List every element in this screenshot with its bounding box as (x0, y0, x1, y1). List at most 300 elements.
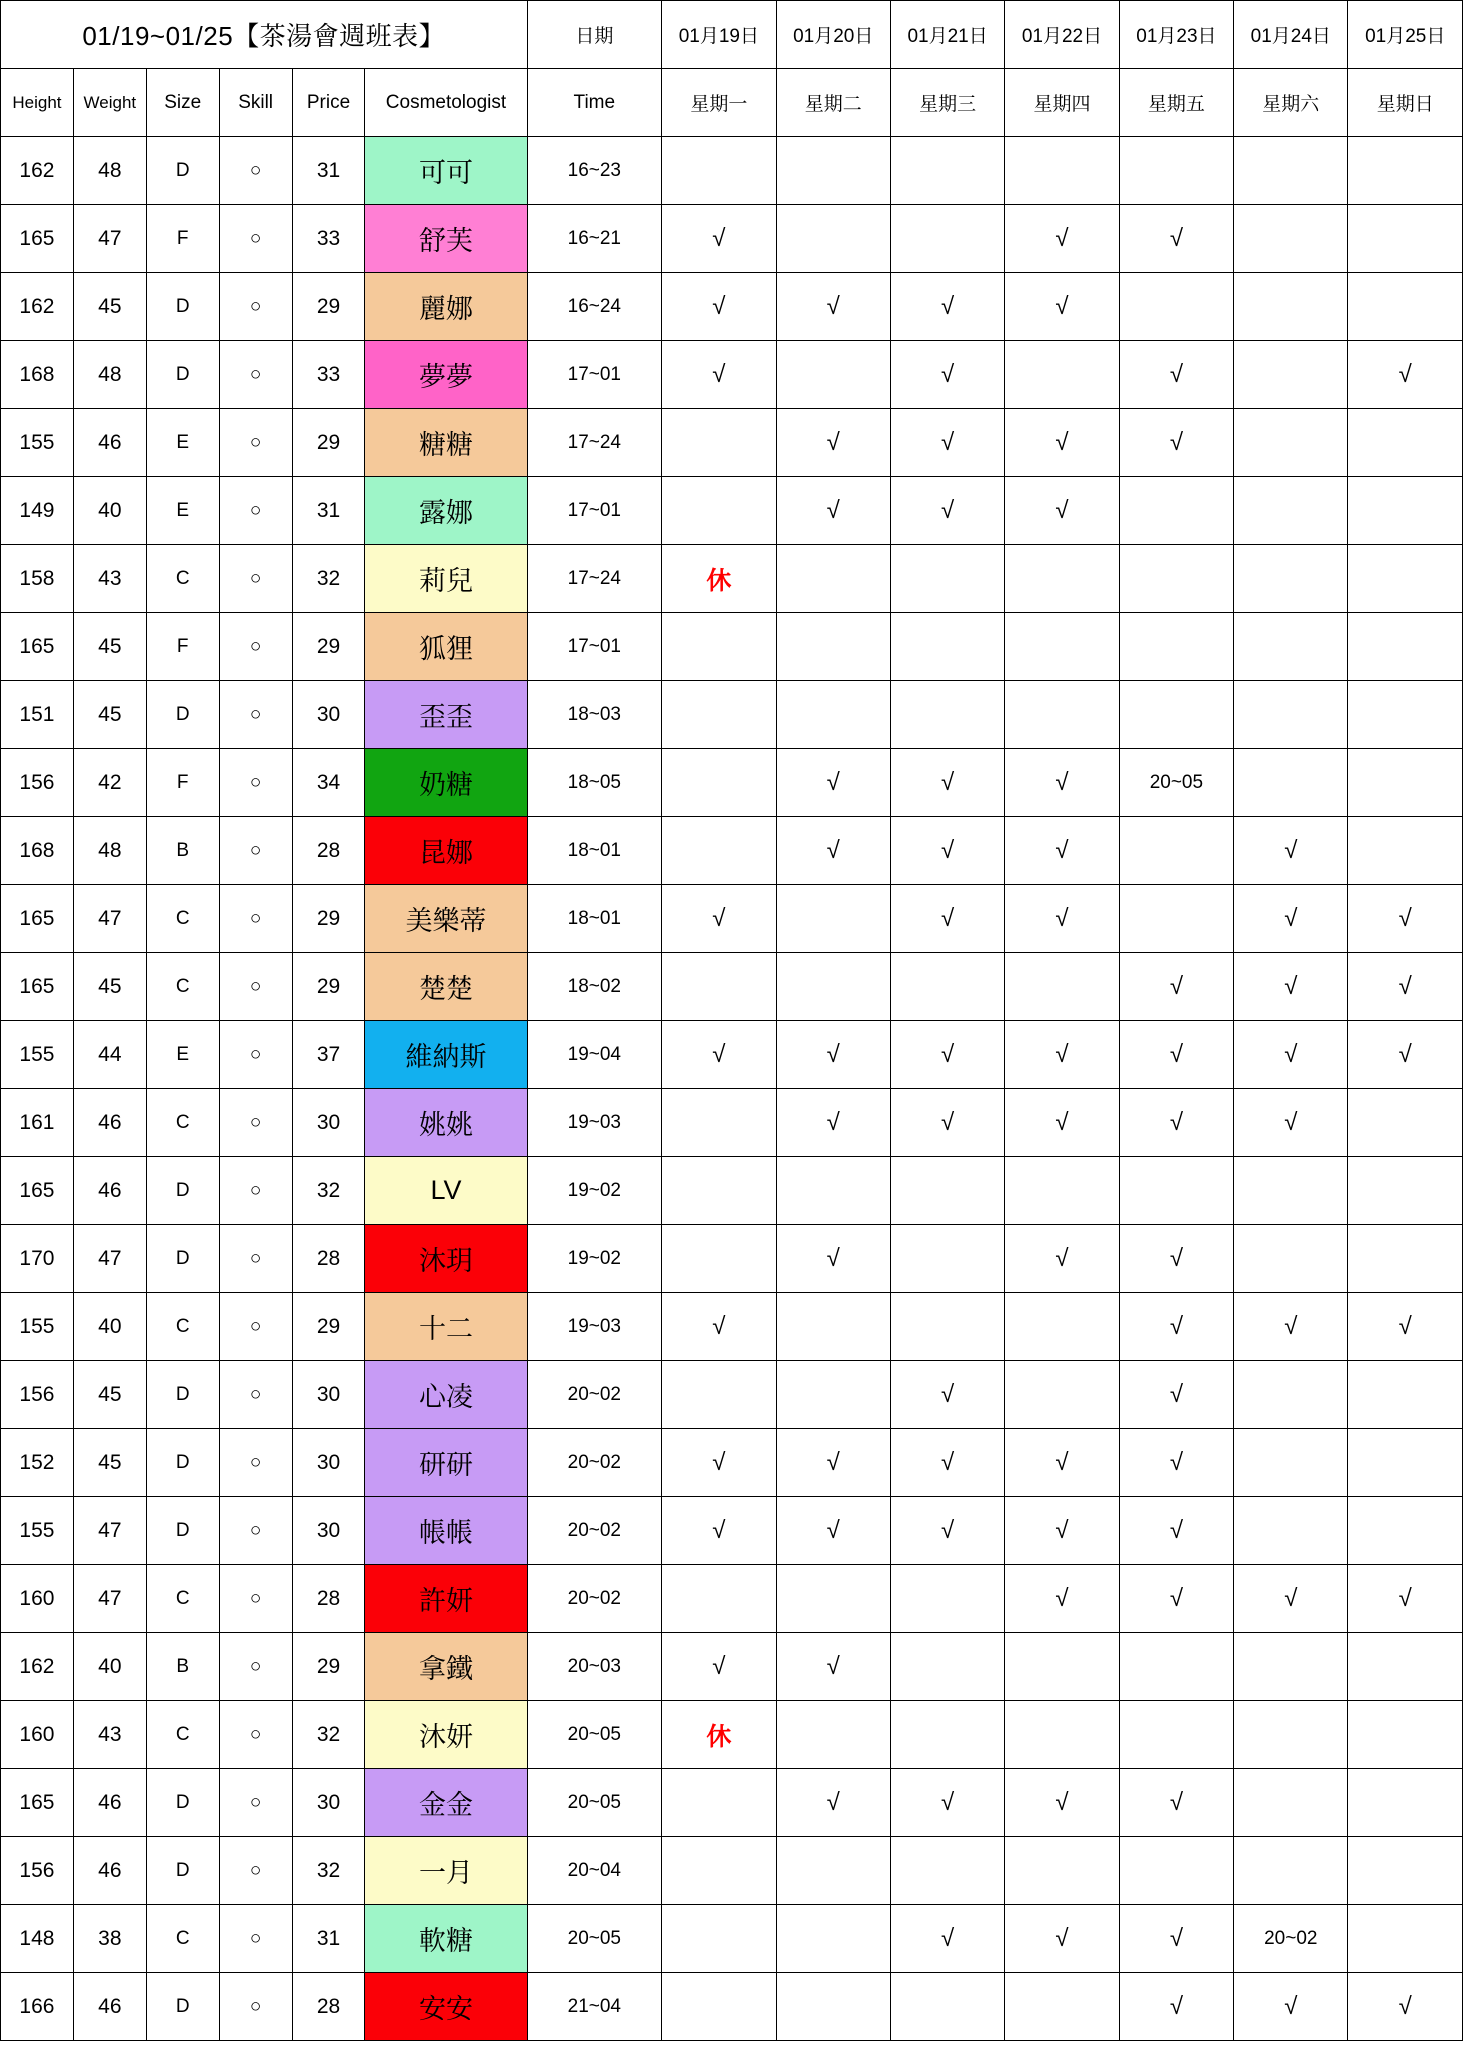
cell-shift-day-2 (776, 1905, 890, 1973)
cell-weight: 40 (73, 477, 146, 545)
cell-height: 160 (1, 1701, 74, 1769)
cell-size: F (146, 749, 219, 817)
cell-time: 16~24 (527, 273, 662, 341)
cell-shift-day-4: √ (1005, 1089, 1119, 1157)
cell-skill: ○ (219, 681, 292, 749)
cell-shift-day-5: √ (1119, 1497, 1233, 1565)
cell-shift-day-3 (890, 1633, 1004, 1701)
table-row (1, 1633, 1463, 1701)
cell-weight: 45 (73, 1361, 146, 1429)
cell-height: 166 (1, 1973, 74, 2041)
cell-shift-day-3 (890, 1973, 1004, 2041)
cell-shift-day-3: √ (890, 1021, 1004, 1089)
cell-price: 34 (292, 749, 365, 817)
cell-shift-day-1 (662, 477, 776, 545)
cell-shift-day-3: √ (890, 409, 1004, 477)
cell-shift-day-2 (776, 953, 890, 1021)
cell-shift-day-3 (890, 1837, 1004, 1905)
cell-shift-day-1 (662, 681, 776, 749)
cell-size: D (146, 1225, 219, 1293)
table-row (1, 1497, 1463, 1565)
column-header-time: Time (527, 69, 662, 137)
cell-cosmetologist-name: 楚楚 (365, 953, 527, 1021)
table-header (1, 1, 1463, 137)
cell-skill: ○ (219, 477, 292, 545)
table-row (1, 1089, 1463, 1157)
cell-height: 149 (1, 477, 74, 545)
cell-shift-day-1 (662, 1089, 776, 1157)
cell-shift-day-5 (1119, 137, 1233, 205)
table-row (1, 953, 1463, 1021)
cell-size: D (146, 1429, 219, 1497)
cell-cosmetologist-name: 帳帳 (365, 1497, 527, 1565)
cell-shift-day-7 (1348, 545, 1463, 613)
cell-price: 28 (292, 1225, 365, 1293)
cell-shift-day-5: √ (1119, 1973, 1233, 2041)
cell-time: 17~01 (527, 477, 662, 545)
table-row (1, 1565, 1463, 1633)
cell-weight: 47 (73, 1565, 146, 1633)
cell-shift-day-7: √ (1348, 1293, 1463, 1361)
cell-height: 161 (1, 1089, 74, 1157)
cell-shift-day-2: √ (776, 273, 890, 341)
cell-shift-day-6 (1234, 341, 1348, 409)
cell-shift-day-4: √ (1005, 1769, 1119, 1837)
cell-shift-day-7 (1348, 1837, 1463, 1905)
cell-height: 160 (1, 1565, 74, 1633)
cell-time: 18~03 (527, 681, 662, 749)
cell-cosmetologist-name: 露娜 (365, 477, 527, 545)
cell-shift-day-5 (1119, 681, 1233, 749)
cell-weight: 45 (73, 613, 146, 681)
cell-shift-day-7 (1348, 409, 1463, 477)
cell-shift-day-6: √ (1234, 953, 1348, 1021)
cell-shift-day-3 (890, 137, 1004, 205)
cell-weight: 45 (73, 953, 146, 1021)
cell-shift-day-3: √ (890, 1769, 1004, 1837)
cell-cosmetologist-name: 心凌 (365, 1361, 527, 1429)
cell-shift-day-3: √ (890, 1497, 1004, 1565)
cell-time: 18~01 (527, 885, 662, 953)
cell-shift-day-5 (1119, 1701, 1233, 1769)
cell-skill: ○ (219, 1429, 292, 1497)
cell-shift-day-6 (1234, 1701, 1348, 1769)
cell-shift-day-2 (776, 137, 890, 205)
date-label: 日期 (527, 1, 662, 69)
cell-price: 29 (292, 953, 365, 1021)
cell-skill: ○ (219, 953, 292, 1021)
cell-height: 170 (1, 1225, 74, 1293)
cell-weight: 43 (73, 1701, 146, 1769)
cell-skill: ○ (219, 1837, 292, 1905)
cell-size: E (146, 477, 219, 545)
cell-shift-day-2: √ (776, 477, 890, 545)
cell-height: 155 (1, 1497, 74, 1565)
cell-shift-day-1 (662, 817, 776, 885)
cell-skill: ○ (219, 749, 292, 817)
table-row (1, 817, 1463, 885)
cell-shift-day-7 (1348, 137, 1463, 205)
weekday-header-2: 星期三 (890, 69, 1004, 137)
cell-price: 33 (292, 341, 365, 409)
cell-shift-day-4: √ (1005, 477, 1119, 545)
cell-time: 20~05 (527, 1701, 662, 1769)
date-header-6: 01月25日 (1348, 1, 1463, 69)
cell-skill: ○ (219, 1497, 292, 1565)
table-row (1, 1293, 1463, 1361)
cell-shift-day-1: √ (662, 885, 776, 953)
cell-shift-day-5: √ (1119, 1293, 1233, 1361)
cell-height: 155 (1, 409, 74, 477)
cell-shift-day-5: √ (1119, 953, 1233, 1021)
cell-skill: ○ (219, 1089, 292, 1157)
cell-height: 162 (1, 273, 74, 341)
cell-shift-day-2 (776, 613, 890, 681)
cell-shift-day-6 (1234, 1225, 1348, 1293)
cell-shift-day-7 (1348, 681, 1463, 749)
date-header-2: 01月21日 (890, 1, 1004, 69)
cell-cosmetologist-name: 糖糖 (365, 409, 527, 477)
date-header-0: 01月19日 (662, 1, 776, 69)
cell-shift-day-1 (662, 1157, 776, 1225)
cell-weight: 46 (73, 409, 146, 477)
cell-shift-day-4 (1005, 953, 1119, 1021)
cell-shift-day-6 (1234, 273, 1348, 341)
cell-shift-day-5: √ (1119, 409, 1233, 477)
cell-shift-day-1 (662, 1973, 776, 2041)
cell-price: 37 (292, 1021, 365, 1089)
cell-shift-day-2: √ (776, 1769, 890, 1837)
cell-size: D (146, 1361, 219, 1429)
cell-time: 20~05 (527, 1905, 662, 1973)
table-row (1, 1973, 1463, 2041)
cell-price: 31 (292, 477, 365, 545)
cell-shift-day-1: 休 (662, 1701, 776, 1769)
column-header-height: Height (1, 69, 74, 137)
cell-shift-day-3: √ (890, 1905, 1004, 1973)
cell-time: 17~24 (527, 409, 662, 477)
cell-shift-day-4 (1005, 1293, 1119, 1361)
cell-shift-day-3: √ (890, 341, 1004, 409)
cell-skill: ○ (219, 1973, 292, 2041)
cell-shift-day-6 (1234, 613, 1348, 681)
cell-shift-day-7 (1348, 1361, 1463, 1429)
cell-shift-day-4: √ (1005, 1225, 1119, 1293)
cell-weight: 45 (73, 1429, 146, 1497)
cell-shift-day-7 (1348, 1089, 1463, 1157)
cell-time: 16~23 (527, 137, 662, 205)
cell-shift-day-3: √ (890, 477, 1004, 545)
cell-height: 152 (1, 1429, 74, 1497)
cell-height: 165 (1, 885, 74, 953)
cell-shift-day-5: √ (1119, 205, 1233, 273)
cell-weight: 46 (73, 1157, 146, 1225)
cell-shift-day-7 (1348, 205, 1463, 273)
cell-shift-day-7 (1348, 1905, 1463, 1973)
cell-shift-day-4 (1005, 545, 1119, 613)
cell-skill: ○ (219, 1293, 292, 1361)
cell-shift-day-3 (890, 953, 1004, 1021)
cell-shift-day-6 (1234, 1429, 1348, 1497)
cell-weight: 46 (73, 1973, 146, 2041)
column-header-size: Size (146, 69, 219, 137)
cell-skill: ○ (219, 1905, 292, 1973)
cell-shift-day-2 (776, 1361, 890, 1429)
cell-shift-day-7 (1348, 1157, 1463, 1225)
cell-time: 17~01 (527, 341, 662, 409)
cell-shift-day-2: √ (776, 1021, 890, 1089)
page-title: 01/19~01/25【茶湯會週班表】 (1, 1, 528, 69)
cell-time: 18~01 (527, 817, 662, 885)
cell-shift-day-4 (1005, 341, 1119, 409)
cell-shift-day-3: √ (890, 1361, 1004, 1429)
cell-shift-day-5: √ (1119, 1021, 1233, 1089)
cell-time: 20~02 (527, 1565, 662, 1633)
cell-price: 29 (292, 273, 365, 341)
cell-height: 151 (1, 681, 74, 749)
cell-shift-day-5: 20~05 (1119, 749, 1233, 817)
cell-shift-day-2: √ (776, 1497, 890, 1565)
cell-shift-day-4: √ (1005, 817, 1119, 885)
cell-shift-day-1: 休 (662, 545, 776, 613)
cell-time: 19~04 (527, 1021, 662, 1089)
cell-size: D (146, 681, 219, 749)
cell-price: 32 (292, 545, 365, 613)
cell-time: 18~05 (527, 749, 662, 817)
table-row (1, 1361, 1463, 1429)
cell-shift-day-6 (1234, 545, 1348, 613)
cell-shift-day-1 (662, 137, 776, 205)
cell-shift-day-2: √ (776, 1225, 890, 1293)
cell-shift-day-3 (890, 1565, 1004, 1633)
cell-skill: ○ (219, 205, 292, 273)
cell-size: D (146, 137, 219, 205)
cell-size: C (146, 1565, 219, 1633)
table-row (1, 1021, 1463, 1089)
cell-height: 168 (1, 817, 74, 885)
table-row (1, 409, 1463, 477)
cell-shift-day-5 (1119, 885, 1233, 953)
cell-shift-day-1: √ (662, 1497, 776, 1565)
table-row (1, 1157, 1463, 1225)
cell-skill: ○ (219, 885, 292, 953)
cell-shift-day-3 (890, 545, 1004, 613)
cell-shift-day-2 (776, 1837, 890, 1905)
weekday-header-5: 星期六 (1234, 69, 1348, 137)
cell-shift-day-2 (776, 545, 890, 613)
cell-size: B (146, 1633, 219, 1701)
cell-shift-day-1 (662, 1905, 776, 1973)
cell-height: 155 (1, 1021, 74, 1089)
date-header-4: 01月23日 (1119, 1, 1233, 69)
cell-shift-day-3 (890, 681, 1004, 749)
cell-time: 16~21 (527, 205, 662, 273)
cell-cosmetologist-name: LV (365, 1157, 527, 1225)
cell-shift-day-3: √ (890, 273, 1004, 341)
cell-size: F (146, 205, 219, 273)
column-header-price: Price (292, 69, 365, 137)
cell-shift-day-3 (890, 613, 1004, 681)
cell-weight: 47 (73, 1497, 146, 1565)
cell-price: 30 (292, 681, 365, 749)
cell-size: D (146, 341, 219, 409)
cell-shift-day-7: √ (1348, 1973, 1463, 2041)
cell-size: C (146, 1089, 219, 1157)
column-header-row (1, 69, 1463, 137)
cell-time: 17~24 (527, 545, 662, 613)
cell-cosmetologist-name: 狐狸 (365, 613, 527, 681)
table-row (1, 205, 1463, 273)
weekday-header-4: 星期五 (1119, 69, 1233, 137)
cell-weight: 48 (73, 137, 146, 205)
cell-height: 162 (1, 137, 74, 205)
cell-shift-day-7 (1348, 273, 1463, 341)
cell-price: 28 (292, 1973, 365, 2041)
cell-shift-day-1 (662, 1565, 776, 1633)
cell-weight: 46 (73, 1837, 146, 1905)
cell-skill: ○ (219, 613, 292, 681)
cell-shift-day-5 (1119, 273, 1233, 341)
table-row (1, 1905, 1463, 1973)
cell-shift-day-6: 20~02 (1234, 1905, 1348, 1973)
cell-shift-day-1 (662, 1769, 776, 1837)
weekday-header-6: 星期日 (1348, 69, 1463, 137)
cell-shift-day-5: √ (1119, 1225, 1233, 1293)
cell-shift-day-2 (776, 1973, 890, 2041)
cell-shift-day-3: √ (890, 817, 1004, 885)
cell-cosmetologist-name: 夢夢 (365, 341, 527, 409)
cell-shift-day-7 (1348, 1701, 1463, 1769)
cell-cosmetologist-name: 舒芙 (365, 205, 527, 273)
cell-shift-day-6 (1234, 1157, 1348, 1225)
cell-shift-day-4: √ (1005, 205, 1119, 273)
cell-weight: 47 (73, 205, 146, 273)
cell-price: 32 (292, 1837, 365, 1905)
cell-size: D (146, 1157, 219, 1225)
weekday-header-3: 星期四 (1005, 69, 1119, 137)
cell-shift-day-4 (1005, 1361, 1119, 1429)
cell-cosmetologist-name: 軟糖 (365, 1905, 527, 1973)
cell-shift-day-1 (662, 1837, 776, 1905)
cell-price: 30 (292, 1361, 365, 1429)
cell-shift-day-6 (1234, 137, 1348, 205)
cell-shift-day-5: √ (1119, 1565, 1233, 1633)
cell-shift-day-7: √ (1348, 885, 1463, 953)
cell-shift-day-7: √ (1348, 953, 1463, 1021)
cell-skill: ○ (219, 1701, 292, 1769)
cell-shift-day-6 (1234, 1497, 1348, 1565)
cell-shift-day-6: √ (1234, 1973, 1348, 2041)
cell-shift-day-3 (890, 1293, 1004, 1361)
cell-time: 20~02 (527, 1429, 662, 1497)
cell-price: 31 (292, 1905, 365, 1973)
cell-weight: 48 (73, 817, 146, 885)
cell-time: 19~03 (527, 1089, 662, 1157)
cell-shift-day-4: √ (1005, 885, 1119, 953)
cell-shift-day-1: √ (662, 1293, 776, 1361)
cell-price: 30 (292, 1429, 365, 1497)
cell-cosmetologist-name: 奶糖 (365, 749, 527, 817)
cell-time: 20~05 (527, 1769, 662, 1837)
cell-shift-day-5: √ (1119, 341, 1233, 409)
cell-shift-day-4: √ (1005, 273, 1119, 341)
table-row (1, 477, 1463, 545)
cell-size: F (146, 613, 219, 681)
cell-shift-day-4 (1005, 681, 1119, 749)
cell-price: 32 (292, 1157, 365, 1225)
cell-size: C (146, 1905, 219, 1973)
cell-shift-day-6 (1234, 205, 1348, 273)
cell-weight: 45 (73, 273, 146, 341)
cell-shift-day-7: √ (1348, 1021, 1463, 1089)
cell-skill: ○ (219, 817, 292, 885)
cell-shift-day-1: √ (662, 341, 776, 409)
cell-cosmetologist-name: 十二 (365, 1293, 527, 1361)
cell-shift-day-6 (1234, 1769, 1348, 1837)
cell-shift-day-3: √ (890, 1089, 1004, 1157)
cell-shift-day-6: √ (1234, 1293, 1348, 1361)
cell-cosmetologist-name: 許妍 (365, 1565, 527, 1633)
cell-shift-day-2: √ (776, 749, 890, 817)
table-row (1, 273, 1463, 341)
cell-skill: ○ (219, 137, 292, 205)
cell-price: 30 (292, 1497, 365, 1565)
column-header-weight: Weight (73, 69, 146, 137)
cell-price: 30 (292, 1769, 365, 1837)
cell-shift-day-5 (1119, 1633, 1233, 1701)
cell-cosmetologist-name: 一月 (365, 1837, 527, 1905)
cell-time: 20~02 (527, 1497, 662, 1565)
cell-shift-day-6 (1234, 749, 1348, 817)
cell-shift-day-2 (776, 1565, 890, 1633)
cell-skill: ○ (219, 341, 292, 409)
cell-shift-day-4 (1005, 1157, 1119, 1225)
cell-shift-day-7 (1348, 1633, 1463, 1701)
cell-shift-day-7 (1348, 1769, 1463, 1837)
cell-height: 156 (1, 749, 74, 817)
cell-shift-day-4 (1005, 1837, 1119, 1905)
cell-price: 31 (292, 137, 365, 205)
cell-price: 29 (292, 613, 365, 681)
cell-size: E (146, 409, 219, 477)
cell-price: 32 (292, 1701, 365, 1769)
cell-shift-day-6: √ (1234, 1089, 1348, 1157)
cell-time: 19~02 (527, 1157, 662, 1225)
table-row (1, 749, 1463, 817)
cell-price: 28 (292, 817, 365, 885)
cell-shift-day-3 (890, 1157, 1004, 1225)
cell-shift-day-1 (662, 613, 776, 681)
cell-cosmetologist-name: 姚姚 (365, 1089, 527, 1157)
cell-time: 18~02 (527, 953, 662, 1021)
cell-shift-day-2 (776, 341, 890, 409)
cell-shift-day-1: √ (662, 205, 776, 273)
cell-size: D (146, 273, 219, 341)
cell-shift-day-1: √ (662, 1633, 776, 1701)
cell-size: C (146, 953, 219, 1021)
date-header-1: 01月20日 (776, 1, 890, 69)
cell-shift-day-7 (1348, 613, 1463, 681)
cell-skill: ○ (219, 1769, 292, 1837)
cell-skill: ○ (219, 545, 292, 613)
cell-skill: ○ (219, 409, 292, 477)
cell-shift-day-6 (1234, 681, 1348, 749)
cell-weight: 48 (73, 341, 146, 409)
cell-shift-day-2 (776, 1157, 890, 1225)
cell-shift-day-7: √ (1348, 341, 1463, 409)
cell-skill: ○ (219, 1225, 292, 1293)
cell-price: 29 (292, 409, 365, 477)
